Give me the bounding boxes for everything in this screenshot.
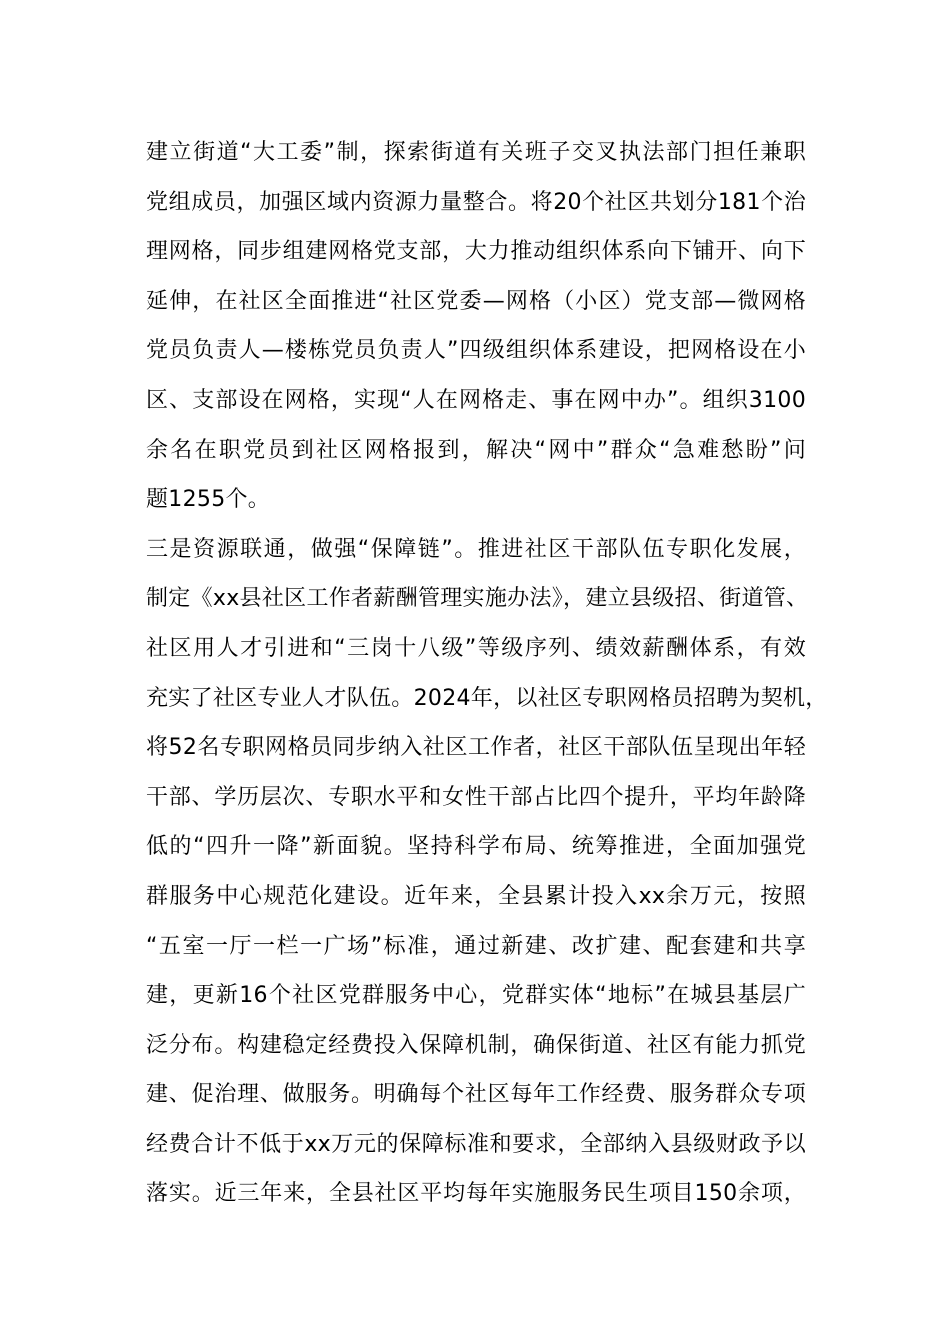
paragraph-line: 将52名专职网格员同步纳入社区工作者，社区干部队伍呈现出年轻 <box>146 735 806 761</box>
paragraph-line: 制定《xx县社区工作者薪酬管理实施办法》，建立县级招、街道管、 <box>146 586 809 612</box>
paragraph-line: 建，更新16个社区党群服务中心，党群实体“地标”在城县基层广 <box>146 983 806 1009</box>
paragraph-line: 理网格，同步组建网格党支部，大力推动组织体系向下铺开、向下 <box>146 239 806 265</box>
paragraph-line: 经费合计不低于xx万元的保障标准和要求，全部纳入县级财政予以 <box>146 1131 806 1157</box>
document-body <box>146 128 828 1219</box>
paragraph-line: 社区用人才引进和“三岗十八级”等级序列、绩效薪酬体系，有效 <box>146 635 806 661</box>
paragraph-line: 党组成员，加强区域内资源力量整合。将20个社区共划分181个治 <box>146 189 806 215</box>
paragraph-line: “五室一厅一栏一广场”标准，通过新建、改扩建、配套建和共享 <box>146 933 806 959</box>
paragraph-line: 余名在职党员到社区网格报到，解决“网中”群众“急难愁盼”问 <box>146 437 806 463</box>
paragraph-line: 泛分布。构建稳定经费投入保障机制，确保街道、社区有能力抓党 <box>146 1032 806 1058</box>
paragraph-line: 延伸，在社区全面推进“社区党委—网格（小区）党支部—微网格 <box>146 288 806 314</box>
paragraph-line: 群服务中心规范化建设。近年来，全县累计投入xx余万元，按照 <box>146 883 806 909</box>
paragraph-line: 题1255个。 <box>146 487 271 513</box>
paragraph-line: 充实了社区专业人才队伍。2024年，以社区专职网格员招聘为契机， <box>146 685 828 711</box>
paragraph-line: 低的“四升一降”新面貌。坚持科学布局、统筹推进，全面加强党 <box>146 834 806 860</box>
paragraph-2 <box>146 525 828 1219</box>
paragraph-line: 党员负责人—楼栋党员负责人”四级组织体系建设，把网格设在小 <box>146 338 806 364</box>
paragraph-line: 干部、学历层次、专职水平和女性干部占比四个提升，平均年龄降 <box>146 784 806 810</box>
paragraph-line: 三是资源联通，做强“保障链”。推进社区干部队伍专职化发展， <box>146 536 806 562</box>
paragraph-line: 建立街道“大工委”制，探索街道有关班子交叉执法部门担任兼职 <box>146 140 806 165</box>
paragraph-line: 建、促治理、做服务。明确每个社区每年工作经费、服务群众专项 <box>146 1082 806 1108</box>
paragraph-line: 区、支部设在网格，实现“人在网格走、事在网中办”。组织3100 <box>146 387 806 413</box>
paragraph-1 <box>146 128 806 525</box>
paragraph-line: 落实。近三年来，全县社区平均每年实施服务民生项目150余项， <box>146 1181 806 1207</box>
